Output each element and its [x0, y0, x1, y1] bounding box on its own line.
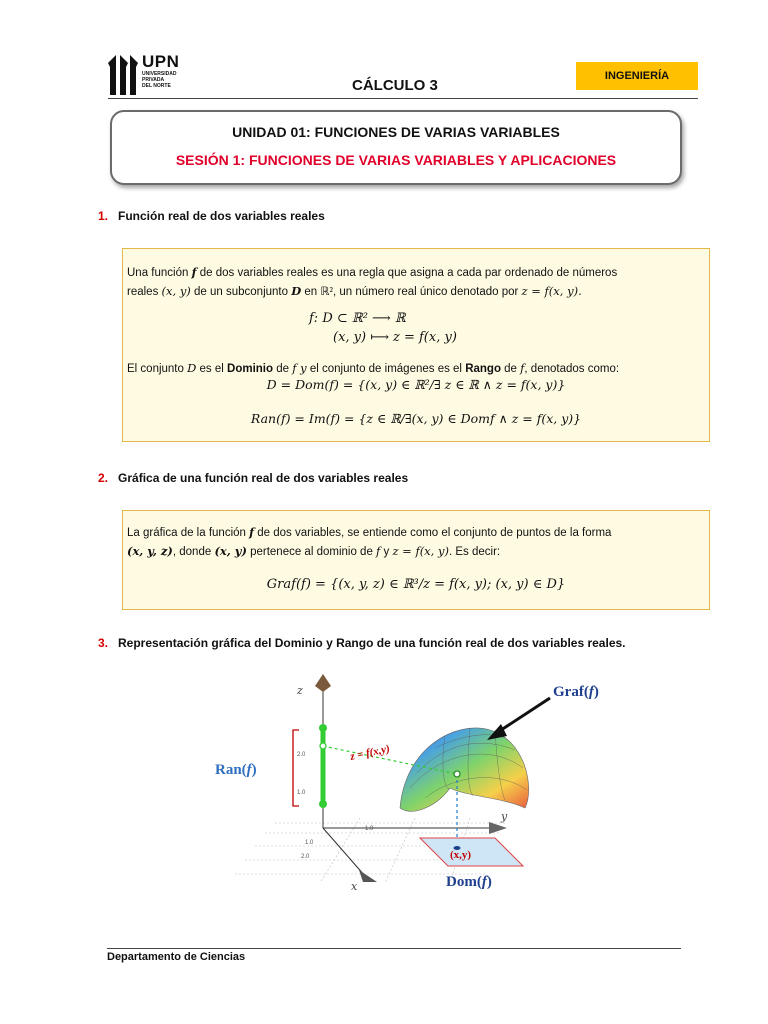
- graph-definition-line-1: La gráfica de la función f de dos variables, se entiende como el conjunto de puntos de la forma: [127, 525, 612, 539]
- point-label: (x,y): [450, 849, 472, 861]
- logo-text: UPN: [142, 52, 180, 71]
- section-title: Gráfica de una función real de dos variables reales: [118, 471, 409, 485]
- section-title: Función real de dos variables reales: [118, 209, 325, 223]
- faculty-badge: INGENIERÍA: [576, 62, 698, 90]
- axis-x-label: x: [351, 880, 358, 893]
- range-endpoint-bottom: [319, 800, 327, 808]
- ran-label: Ran(f): [215, 762, 257, 778]
- graph-definition-box: [122, 510, 710, 610]
- graph-definition-line-2: (x, y, z), donde (x, y) pertenece al dominio de f y z = f(x, y). Es decir:: [127, 544, 501, 558]
- section-number: 2.: [98, 471, 109, 485]
- section-2-heading: [98, 471, 408, 485]
- surface-equation-label: z = f(x,y): [349, 742, 391, 763]
- section-number: 3.: [98, 636, 109, 650]
- domain-formula: D = Dom(f) = {(x, y) ∈ ℝ²/∃ z ∈ ℝ ∧ z = f(x, y)}: [266, 377, 566, 392]
- range-formula: Ran(f) = Im(f) = {z ∈ ℝ/∃(x, y) ∈ Domf ∧ z = f(x, y)}: [250, 411, 582, 426]
- graf-label: Graf(f): [553, 684, 599, 700]
- definition-line-2: reales (x, y) de un subconjunto D en ℝ², un número real único denotado por z = f(x, y).: [127, 284, 582, 298]
- surface-graph: [400, 728, 529, 811]
- domain-region: [420, 838, 523, 866]
- section-number: 1.: [98, 209, 109, 223]
- section-title: Representación gráfica del Dominio y Rango de una función real de dos variables reales.: [118, 636, 626, 650]
- range-point: [320, 743, 326, 749]
- unit-title-box: [110, 110, 682, 185]
- footer-text: Departamento de Ciencias: [107, 951, 246, 963]
- tick-x-1: 1.0: [305, 840, 314, 846]
- session-title: SESIÓN 1: FUNCIONES DE VARIAS VARIABLES Y APLICACIONES: [175, 152, 617, 168]
- z-axis-arrow-icon: [315, 674, 331, 692]
- section-1-heading: [98, 209, 325, 223]
- upn-logo-mark-icon: [106, 51, 146, 95]
- axis-y-label: y: [501, 810, 508, 823]
- graph-formula: Graf(f) = {(x, y, z) ∈ ℝ³/z = f(x, y); (x, y) ∈ D}: [266, 577, 566, 592]
- header-divider: [108, 98, 698, 99]
- tick-x-2: 2.0: [301, 854, 310, 860]
- unit-title: UNIDAD 01: FUNCIONES DE VARIAS VARIABLES: [232, 124, 560, 140]
- tick-y-1: 1.0: [365, 826, 374, 832]
- definition-line-1: Una función f de dos variables reales es una regla que asigna a cada par ordenado de números: [127, 265, 618, 279]
- domain-range-figure: [205, 668, 625, 900]
- x-axis: [323, 828, 365, 876]
- definition-box: [122, 248, 710, 442]
- logo-subtext: UNIVERSIDAD PRIVADA DEL NORTE: [142, 71, 177, 89]
- mapping-line-2: (x, y) ⟼ z = f(x, y): [333, 330, 457, 345]
- domain-range-text: El conjunto D es el Dominio de f y el conjunto de imágenes es el Rango de f, denotados como:: [127, 361, 620, 375]
- range-endpoint-top: [319, 724, 327, 732]
- footer-divider: [107, 948, 681, 949]
- course-title: CÁLCULO 3: [352, 77, 438, 94]
- dom-label: Dom(f): [446, 874, 492, 890]
- y-axis-arrow-icon: [489, 822, 507, 834]
- tick-z-1: 1.0: [297, 790, 306, 796]
- mapping-line-1: f: D ⊂ ℝ² ⟶ ℝ: [309, 311, 406, 326]
- surface-point: [454, 771, 460, 777]
- tick-z-2: 2.0: [297, 752, 306, 758]
- axis-z-label: z: [297, 684, 303, 697]
- section-3-heading: [98, 636, 626, 650]
